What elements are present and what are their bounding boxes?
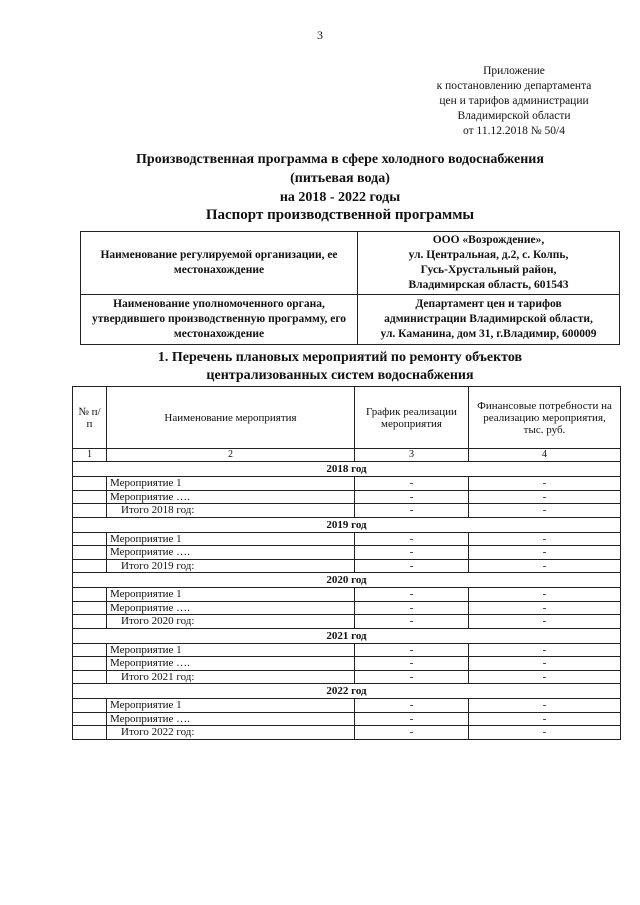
section-number: 1.: [157, 350, 169, 365]
row-number: [73, 504, 107, 518]
total-label: Итого 2019 год:: [107, 559, 355, 573]
event-name: Мероприятие ….: [107, 490, 355, 504]
year-row: [73, 684, 621, 699]
finance-cell: -: [469, 670, 621, 684]
schedule-cell: -: [355, 643, 469, 657]
finance-cell: -: [469, 699, 621, 713]
appendix-line: Приложение: [483, 65, 545, 77]
document-title: [90, 150, 590, 207]
page-number: 3: [317, 28, 323, 42]
schedule-cell: -: [355, 490, 469, 504]
passport-heading: Паспорт производственной программы: [205, 207, 475, 223]
total-row: [73, 726, 621, 740]
row-number: [73, 670, 107, 684]
passport-value-line: ООО «Возрождение»,: [432, 234, 545, 246]
column-number-row: [73, 449, 621, 462]
schedule-cell: -: [355, 601, 469, 615]
passport-value-line: Департамент цен и тарифов: [415, 298, 562, 310]
schedule-cell: -: [355, 657, 469, 671]
section-heading-line: [90, 349, 590, 367]
table-row: [73, 699, 621, 713]
title-line: (питьевая вода): [290, 171, 390, 186]
passport-row: [81, 232, 620, 295]
row-number: [73, 699, 107, 713]
title-line: на 2018 - 2022 годы: [279, 190, 401, 205]
schedule-cell: -: [355, 726, 469, 740]
table-row: [73, 643, 621, 657]
event-name: Мероприятие 1: [107, 477, 355, 491]
event-name: Мероприятие 1: [107, 532, 355, 546]
schedule-cell: -: [355, 559, 469, 573]
passport-label: Наименование регулируемой организации, ее местонахождение: [81, 232, 358, 295]
finance-cell: -: [469, 559, 621, 573]
finance-cell: -: [469, 532, 621, 546]
row-number: [73, 546, 107, 560]
plan-table: [72, 386, 621, 740]
year-label: 2022 год: [73, 684, 621, 699]
finance-cell: -: [469, 546, 621, 560]
column-number: 1: [73, 449, 107, 462]
column-number: 4: [469, 449, 621, 462]
column-header: № п/п: [73, 387, 107, 449]
table-row: [73, 532, 621, 546]
schedule-cell: -: [355, 546, 469, 560]
plan-header-row: [73, 387, 621, 449]
schedule-cell: -: [355, 699, 469, 713]
title-line: Производственная программа в сфере холодного водоснабжения: [136, 152, 544, 167]
column-header: График реализации мероприятия: [355, 387, 469, 449]
schedule-cell: -: [355, 712, 469, 726]
year-label: 2019 год: [73, 517, 621, 532]
finance-cell: -: [469, 712, 621, 726]
passport-label: Наименование уполномоченного органа, утвердившего производственную программу, его местонахождение: [81, 295, 358, 345]
passport-value: [358, 232, 620, 295]
table-row: [73, 546, 621, 560]
year-row: [73, 573, 621, 588]
total-row: [73, 559, 621, 573]
appendix-line: от 11.12.2018 № 50/4: [463, 125, 565, 137]
table-row: [73, 657, 621, 671]
year-label: 2020 год: [73, 573, 621, 588]
table-row: [73, 477, 621, 491]
finance-cell: -: [469, 588, 621, 602]
finance-cell: -: [469, 643, 621, 657]
row-number: [73, 712, 107, 726]
schedule-cell: -: [355, 532, 469, 546]
column-number: 2: [107, 449, 355, 462]
schedule-cell: -: [355, 670, 469, 684]
total-label: Итого 2022 год:: [107, 726, 355, 740]
event-name: Мероприятие 1: [107, 643, 355, 657]
section-title: Перечень плановых мероприятий по ремонту объектов: [171, 350, 523, 365]
year-label: 2021 год: [73, 628, 621, 643]
event-name: Мероприятие ….: [107, 712, 355, 726]
row-number: [73, 559, 107, 573]
passport-value-line: Гусь-Хрустальный район,: [420, 264, 557, 276]
finance-cell: -: [469, 657, 621, 671]
row-number: [73, 726, 107, 740]
event-name: Мероприятие ….: [107, 601, 355, 615]
passport-row: [81, 295, 620, 345]
year-row: [73, 628, 621, 643]
row-number: [73, 615, 107, 629]
passport-value-line: ул. Центральная, д.2, с. Колпь,: [408, 249, 569, 261]
appendix-line: к постановлению департамента: [436, 80, 592, 92]
event-name: Мероприятие 1: [107, 588, 355, 602]
finance-cell: -: [469, 504, 621, 518]
row-number: [73, 601, 107, 615]
column-number: 3: [355, 449, 469, 462]
finance-cell: -: [469, 601, 621, 615]
appendix-line: цен и тарифов администрации: [439, 95, 589, 107]
table-row: [73, 601, 621, 615]
schedule-cell: -: [355, 615, 469, 629]
total-label: Итого 2021 год:: [107, 670, 355, 684]
row-number: [73, 588, 107, 602]
column-header: Финансовые потребности на реализацию мероприятия, тыс. руб.: [469, 387, 621, 449]
row-number: [73, 643, 107, 657]
table-row: [73, 490, 621, 504]
table-row: [73, 588, 621, 602]
total-row: [73, 615, 621, 629]
schedule-cell: -: [355, 588, 469, 602]
total-row: [73, 504, 621, 518]
table-row: [73, 712, 621, 726]
finance-cell: -: [469, 490, 621, 504]
passport-value-line: Владимирская область, 601543: [408, 279, 569, 291]
row-number: [73, 490, 107, 504]
total-row: [73, 670, 621, 684]
passport-value-line: администрации Владимирской области,: [384, 313, 593, 325]
passport-value-line: ул. Каманина, дом 31, г.Владимир, 600009: [380, 328, 597, 340]
passport-value: [358, 295, 620, 345]
row-number: [73, 477, 107, 491]
year-row: [73, 462, 621, 477]
finance-cell: -: [469, 726, 621, 740]
finance-cell: -: [469, 615, 621, 629]
row-number: [73, 532, 107, 546]
finance-cell: -: [469, 477, 621, 491]
column-header: Наименование мероприятия: [107, 387, 355, 449]
event-name: Мероприятие ….: [107, 657, 355, 671]
appendix-line: Владимирской области: [457, 110, 571, 122]
year-label: 2018 год: [73, 462, 621, 477]
schedule-cell: -: [355, 504, 469, 518]
total-label: Итого 2020 год:: [107, 615, 355, 629]
passport-table: [80, 231, 620, 345]
event-name: Мероприятие ….: [107, 546, 355, 560]
year-row: [73, 517, 621, 532]
row-number: [73, 657, 107, 671]
appendix-block: [414, 64, 614, 139]
section-heading: [90, 349, 590, 385]
schedule-cell: -: [355, 477, 469, 491]
total-label: Итого 2018 год:: [107, 504, 355, 518]
section-heading-line: централизованных систем водоснабжения: [206, 368, 474, 383]
event-name: Мероприятие 1: [107, 699, 355, 713]
